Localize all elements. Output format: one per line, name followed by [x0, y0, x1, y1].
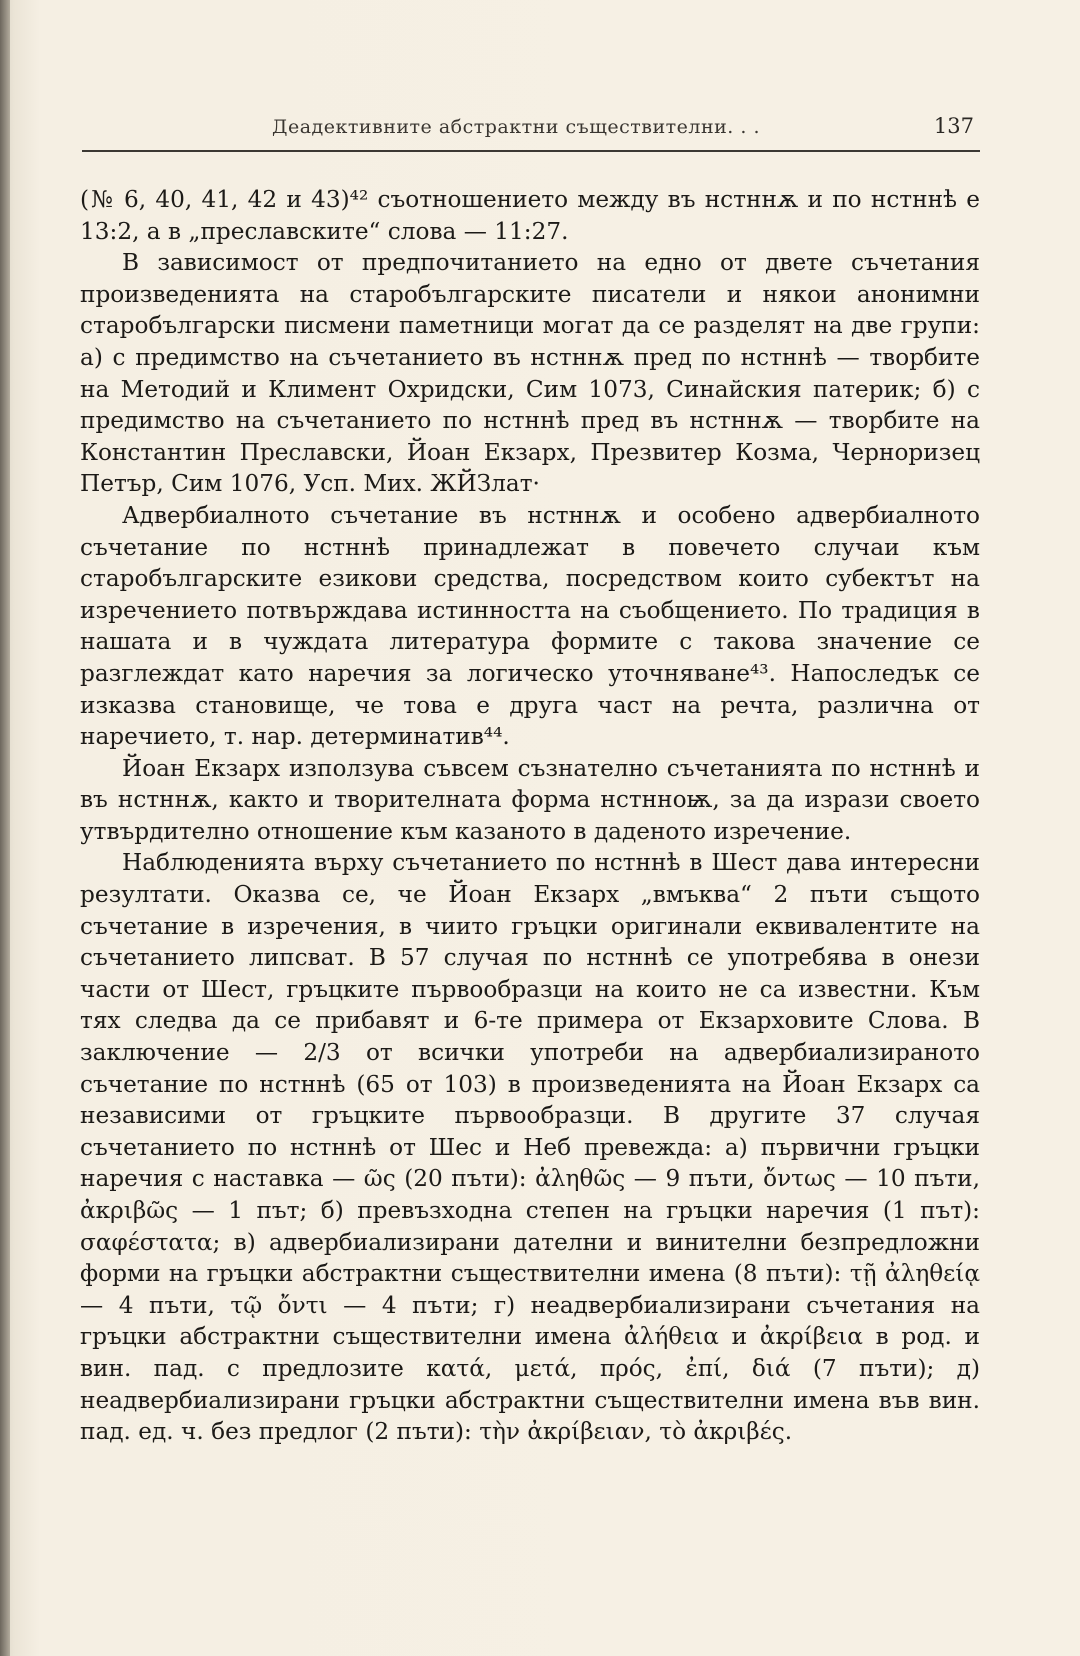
- paragraph: В зависимост от предпочитанието на едно от двете съчетания произведенията на старобългарските писатели и някои анонимни старобългарски писмени паметници могат да се разделят на две групи: а) с предимство на съчетанието въ нстннѫ пред по нстннѣ — творбите на Методий и Климент Охридски, Сим 1073, Синайския патерик; б) с предимство на съчетанието по нстннѣ пред въ нстннѫ — творбите на Константин Преславски, Йоан Екзарх, Презвитер Козма, Черноризец Петър, Сим 1076, Усп. Мих. ЖЙЗлат·: [80, 249, 980, 498]
- paragraph: Йоан Екзарх използува съвсем съзнателно съчетанията по нстннѣ и въ нстннѫ, както и творителната форма нстнноѭ, за да изрази своето утвърдително отношение към казаното в даденото изречение.: [80, 754, 980, 845]
- running-title: Деадективните абстрактни съществителни. . .: [272, 116, 760, 138]
- body-text: [80, 184, 980, 1448]
- paragraph: Адвербиалното съчетание въ нстннѫ и особено адвербиалното съчетание по нстннѣ принадлежат в повечето случаи към старобългарските езикови средства, посредством които субектът на изречението потвърждава истинността на съобщението. По традиция в нашата и в чуждата литература формите с такова значение се разглеждат като наречия за логическо уточняване⁴³. Напоследък се изказва становище, че това е друга част на речта, различна от наречието, т. нар. детерминатив⁴⁴.: [80, 501, 980, 751]
- book-spine-shadow: [0, 0, 10, 1656]
- page-header: [82, 108, 982, 148]
- page-number: 137: [933, 114, 974, 138]
- paragraph-continuation: (№ 6, 40, 41, 42 и 43)⁴² съотношението между въ нстннѫ и по нстннѣ е 13:2, а в „преславските“ слова — 11:27.: [80, 186, 980, 245]
- paragraph: Наблюденията върху съчетанието по нстннѣ в Шест дава интересни резултати. Оказва се, че Йоан Екзарх „вмъква“ 2 пъти същото съчетание в изречения, в чиито гръцки оригинали еквивалентите на съчетанието липсват. В 57 случая по нстннѣ се употребява в онези части от Шест, гръцките първообразци на които не са известни. Към тях следва да се прибавят и 6-те примера от Екзарховите Слова. В заключение — 2/3 от всички употреби на адвербиализираното съчетание по нстннѣ (65 от 103) в произведенията на Йоан Екзарх са независими от гръцките първообразци. В другите 37 случая съчетанието по нстннѣ от Шес и Неб превежда: а) първични гръцки наречия с наставка — ῶς (20 пъти): ἀληθῶς — 9 пъти, ὄντως — 10 пъти, ἀκριβῶς — 1 път; б) превъзходна степен на гръцки наречия (1 път): σαφέστατα; в) адвербиализирани дателни и винителни безпредложни форми на гръцки абстрактни съществителни имена (8 пъти): τῇ ἀληθείᾳ — 4 пъти, τῷ ὄντι — 4 пъти; г) неадвербиализирани съчетания на гръцки абстрактни съществителни имена ἀλήθεια и ἀκρίβεια в род. и вин. пад. с предлозите κατά, μετά, πρός, ἐπί, διά (7 пъти); д) неадвербиализирани гръцки абстрактни съществителни имена във вин. пад. ед. ч. без предлог (2 пъти): τὴν ἀκρίβειαν, τὸ ἀκριβές.: [80, 849, 980, 1446]
- header-rule: [82, 150, 980, 152]
